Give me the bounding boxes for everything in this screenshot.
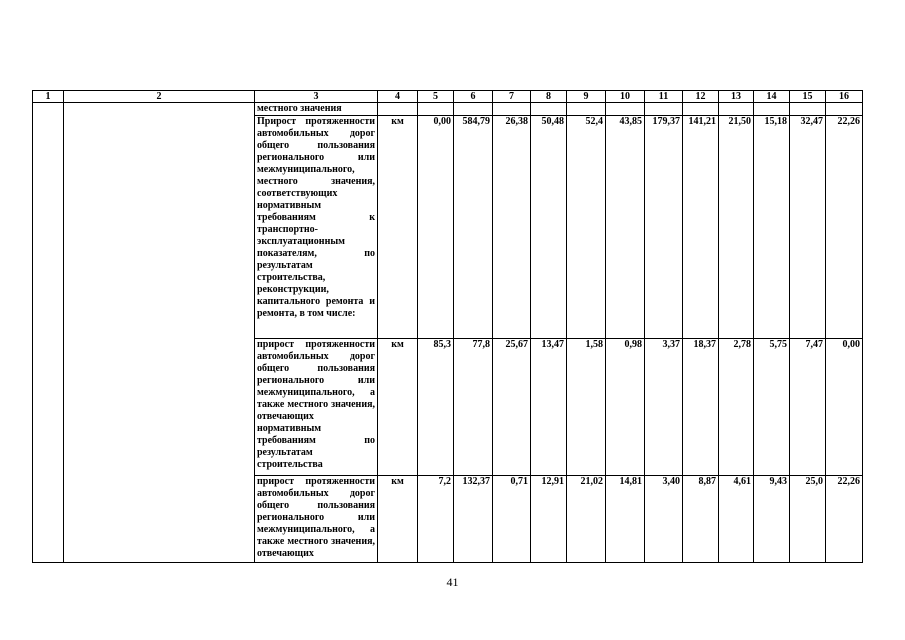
column-header: 16	[826, 91, 863, 103]
value-cell: 1,58	[567, 339, 606, 476]
indicator-name: Прирост протяженности автомобильных дорог общего пользования регионального или межмуниципального, местного значения, соответствующих нормативным требованиям к транспортно-эксплуатационным показателям, по результатам строительства, реконструкции, капитального ремонта и ремонта, в том числе:	[255, 116, 378, 339]
column-header: 10	[606, 91, 645, 103]
value-cell: 14,81	[606, 476, 645, 563]
value-cell: 85,3	[418, 339, 454, 476]
value-cell: 32,47	[790, 116, 826, 339]
empty-cell	[378, 103, 418, 116]
column-header: 11	[645, 91, 683, 103]
value-cell: 0,00	[418, 116, 454, 339]
column-header: 3	[255, 91, 378, 103]
column-header: 5	[418, 91, 454, 103]
value-cell: 7,47	[790, 339, 826, 476]
value-cell: 26,38	[493, 116, 531, 339]
column-header: 9	[567, 91, 606, 103]
empty-cell	[645, 103, 683, 116]
empty-cell	[454, 103, 493, 116]
column-header: 7	[493, 91, 531, 103]
value-cell: 179,37	[645, 116, 683, 339]
value-cell: 9,43	[754, 476, 790, 563]
value-cell: 584,79	[454, 116, 493, 339]
value-cell: 25,0	[790, 476, 826, 563]
value-cell: 4,61	[719, 476, 754, 563]
empty-cell	[683, 103, 719, 116]
value-cell: 25,67	[493, 339, 531, 476]
value-cell: 3,40	[645, 476, 683, 563]
value-cell: 141,21	[683, 116, 719, 339]
value-cell: 21,50	[719, 116, 754, 339]
value-cell: 15,18	[754, 116, 790, 339]
column-header: 2	[64, 91, 255, 103]
value-cell: 50,48	[531, 116, 567, 339]
col2-cell	[64, 103, 255, 563]
empty-cell	[531, 103, 567, 116]
indicator-name: прирост протяженности автомобильных дорог общего пользования регионального или межмуниципального, а также местного значения, отвечающих нормативным требованиям по результатам строительства	[255, 339, 378, 476]
value-cell: 8,87	[683, 476, 719, 563]
column-header: 13	[719, 91, 754, 103]
value-cell: 0,00	[826, 339, 863, 476]
value-cell: 5,75	[754, 339, 790, 476]
unit-cell: км	[378, 476, 418, 563]
value-cell: 0,71	[493, 476, 531, 563]
empty-cell	[719, 103, 754, 116]
value-cell: 2,78	[719, 339, 754, 476]
col1-cell	[33, 103, 64, 563]
value-cell: 22,26	[826, 476, 863, 563]
value-cell: 13,47	[531, 339, 567, 476]
value-cell: 18,37	[683, 339, 719, 476]
column-header: 4	[378, 91, 418, 103]
column-header: 15	[790, 91, 826, 103]
empty-cell	[790, 103, 826, 116]
continuation-text: местного значения	[255, 103, 378, 116]
unit-cell: км	[378, 116, 418, 339]
page-number: 41	[446, 575, 459, 589]
data-table-container	[32, 90, 863, 563]
continuation-row	[33, 103, 863, 116]
header-row	[33, 91, 863, 103]
indicator-name: прирост протяженности автомобильных дорог общего пользования регионального или межмуниципального, а также местного значения, отвечающих	[255, 476, 378, 563]
unit-cell: км	[378, 339, 418, 476]
data-table	[32, 90, 863, 563]
column-header: 8	[531, 91, 567, 103]
value-cell: 77,8	[454, 339, 493, 476]
empty-cell	[493, 103, 531, 116]
value-cell: 21,02	[567, 476, 606, 563]
column-header: 6	[454, 91, 493, 103]
value-cell: 52,4	[567, 116, 606, 339]
empty-cell	[754, 103, 790, 116]
empty-cell	[606, 103, 645, 116]
column-header: 14	[754, 91, 790, 103]
value-cell: 3,37	[645, 339, 683, 476]
empty-cell	[567, 103, 606, 116]
empty-cell	[418, 103, 454, 116]
column-header: 12	[683, 91, 719, 103]
empty-cell	[826, 103, 863, 116]
value-cell: 22,26	[826, 116, 863, 339]
value-cell: 132,37	[454, 476, 493, 563]
value-cell: 43,85	[606, 116, 645, 339]
page-number-wrap	[0, 575, 905, 590]
value-cell: 0,98	[606, 339, 645, 476]
value-cell: 12,91	[531, 476, 567, 563]
value-cell: 7,2	[418, 476, 454, 563]
column-header: 1	[33, 91, 64, 103]
